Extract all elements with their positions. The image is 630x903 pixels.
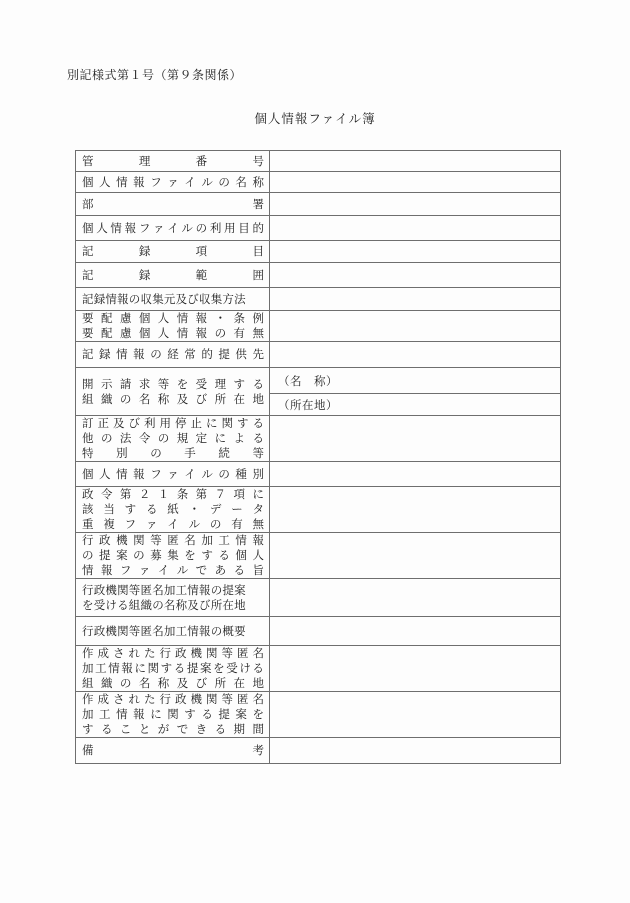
table-row bbox=[76, 416, 561, 462]
label-line: 個 人 情 報 フ ァ イ ル の 利 用 目 的 bbox=[82, 220, 264, 235]
value-cell[interactable] bbox=[270, 311, 561, 342]
value-cell[interactable] bbox=[270, 416, 561, 462]
table-row bbox=[76, 241, 561, 263]
value-cell[interactable] bbox=[270, 487, 561, 533]
label-line: 個 人 情 報 フ ァ イ ル の 名 称 bbox=[82, 174, 264, 189]
row-label bbox=[76, 311, 270, 342]
row-label bbox=[76, 288, 270, 311]
table-row bbox=[76, 172, 561, 193]
row-label bbox=[76, 738, 270, 764]
value-cell[interactable] bbox=[270, 263, 561, 288]
row-label bbox=[76, 579, 270, 617]
label-line: 情 報 フ ァ イ ル で あ る 旨 bbox=[82, 563, 264, 577]
label-line: 行政機関等匿名加工情報の提案 bbox=[82, 582, 246, 597]
row-label bbox=[76, 342, 270, 368]
value-cell[interactable] bbox=[270, 288, 561, 311]
value-cell[interactable] bbox=[270, 151, 561, 172]
label-line: 要 配 慮 個 人 情 報 ・ 条 例 bbox=[82, 311, 264, 325]
label-line: 部 署 bbox=[82, 196, 264, 211]
label-line: 開 示 請 求 等 を 受 理 す る bbox=[82, 376, 264, 391]
table-row bbox=[76, 646, 561, 692]
address-value-cell[interactable]: （所在地） bbox=[270, 394, 561, 416]
row-label bbox=[76, 368, 270, 416]
label-line: 加 工 情 報 に 関 す る 提 案 を bbox=[82, 707, 264, 721]
label-line: 作 成 さ れ た 行 政 機 関 等 匿 名 bbox=[82, 692, 264, 706]
row-label bbox=[76, 462, 270, 487]
table-row bbox=[76, 342, 561, 368]
label-line: 作 成 さ れ た 行 政 機 関 等 匿 名 bbox=[82, 646, 264, 660]
label-line: 行 政 機 関 等 匿 名 加 工 情 報 bbox=[82, 533, 264, 547]
label-line: 重 複 フ ァ イ ル の 有 無 bbox=[82, 517, 264, 531]
value-cell[interactable] bbox=[270, 462, 561, 487]
value-cell[interactable] bbox=[270, 646, 561, 692]
label-line: 記 録 範 囲 bbox=[82, 267, 264, 282]
label-line: 個 人 情 報 フ ァ イ ル の 種 別 bbox=[82, 466, 264, 481]
row-label bbox=[76, 241, 270, 263]
label-line: 加 工 情 報 に 関 す る 提 案 を 受 け る bbox=[82, 661, 264, 675]
value-cell[interactable] bbox=[270, 172, 561, 193]
value-cell[interactable] bbox=[270, 738, 561, 764]
label-line: 訂 正 及 び 利 用 停 止 に 関 す る bbox=[82, 416, 264, 430]
table-row bbox=[76, 311, 561, 342]
row-label bbox=[76, 617, 270, 646]
table-row bbox=[76, 617, 561, 646]
label-line: 記録情報の収集元及び収集方法 bbox=[82, 291, 246, 306]
label-line: 政 令 第 ２ １ 条 第 ７ 項 に bbox=[82, 487, 264, 501]
row-label bbox=[76, 193, 270, 216]
label-line: 管 理 番 号 bbox=[82, 153, 264, 168]
value-cell[interactable] bbox=[270, 692, 561, 738]
value-cell[interactable] bbox=[270, 216, 561, 241]
label-line: 備 考 bbox=[82, 743, 264, 757]
table-row bbox=[76, 288, 561, 311]
table-row bbox=[76, 151, 561, 172]
name-value-cell[interactable]: （名 称） bbox=[270, 368, 561, 394]
document-title: 個人情報ファイル簿 bbox=[254, 111, 376, 126]
row-label bbox=[76, 172, 270, 193]
row-label bbox=[76, 416, 270, 462]
row-label bbox=[76, 487, 270, 533]
value-cell[interactable] bbox=[270, 342, 561, 368]
table-row bbox=[76, 487, 561, 533]
form-reference: 別記様式第１号（第９条関係） bbox=[67, 68, 243, 82]
label-line: の 提 案 の 募 集 を す る 個 人 bbox=[82, 548, 264, 562]
table-row bbox=[76, 263, 561, 288]
table-row bbox=[76, 216, 561, 241]
label-line: 他 の 法 令 の 規 定 に よ る bbox=[82, 431, 264, 445]
label-line: 行政機関等匿名加工情報の概要 bbox=[82, 623, 246, 638]
value-cell[interactable] bbox=[270, 579, 561, 617]
value-cell[interactable] bbox=[270, 533, 561, 579]
label-line: を受ける組織の名称及び所在地 bbox=[82, 597, 246, 612]
label-line: 要 配 慮 個 人 情 報 の 有 無 bbox=[82, 326, 264, 340]
row-label bbox=[76, 646, 270, 692]
label-line: 記 録 情 報 の 経 常 的 提 供 先 bbox=[82, 347, 264, 361]
table-row bbox=[76, 692, 561, 738]
table-row bbox=[76, 462, 561, 487]
row-label bbox=[76, 692, 270, 738]
table-row bbox=[76, 368, 561, 394]
label-line: 特 別 の 手 続 等 bbox=[82, 446, 264, 460]
table-row bbox=[76, 738, 561, 764]
row-label bbox=[76, 216, 270, 241]
row-label bbox=[76, 151, 270, 172]
table-row bbox=[76, 193, 561, 216]
row-label bbox=[76, 263, 270, 288]
row-label bbox=[76, 533, 270, 579]
value-cell[interactable] bbox=[270, 617, 561, 646]
personal-info-file-register-table bbox=[75, 150, 561, 764]
label-line: 記 録 項 目 bbox=[82, 244, 264, 258]
label-line: す る こ と が で き る 期 間 bbox=[82, 722, 264, 736]
value-cell[interactable] bbox=[270, 241, 561, 263]
table-row bbox=[76, 533, 561, 579]
label-line: 該 当 す る 紙 ・ デ ー タ bbox=[82, 502, 264, 516]
label-line: 組 織 の 名 称 及 び 所 在 地 bbox=[82, 676, 264, 690]
label-line: 組 織 の 名 称 及 び 所 在 地 bbox=[82, 391, 264, 406]
table-row bbox=[76, 579, 561, 617]
value-cell[interactable] bbox=[270, 193, 561, 216]
